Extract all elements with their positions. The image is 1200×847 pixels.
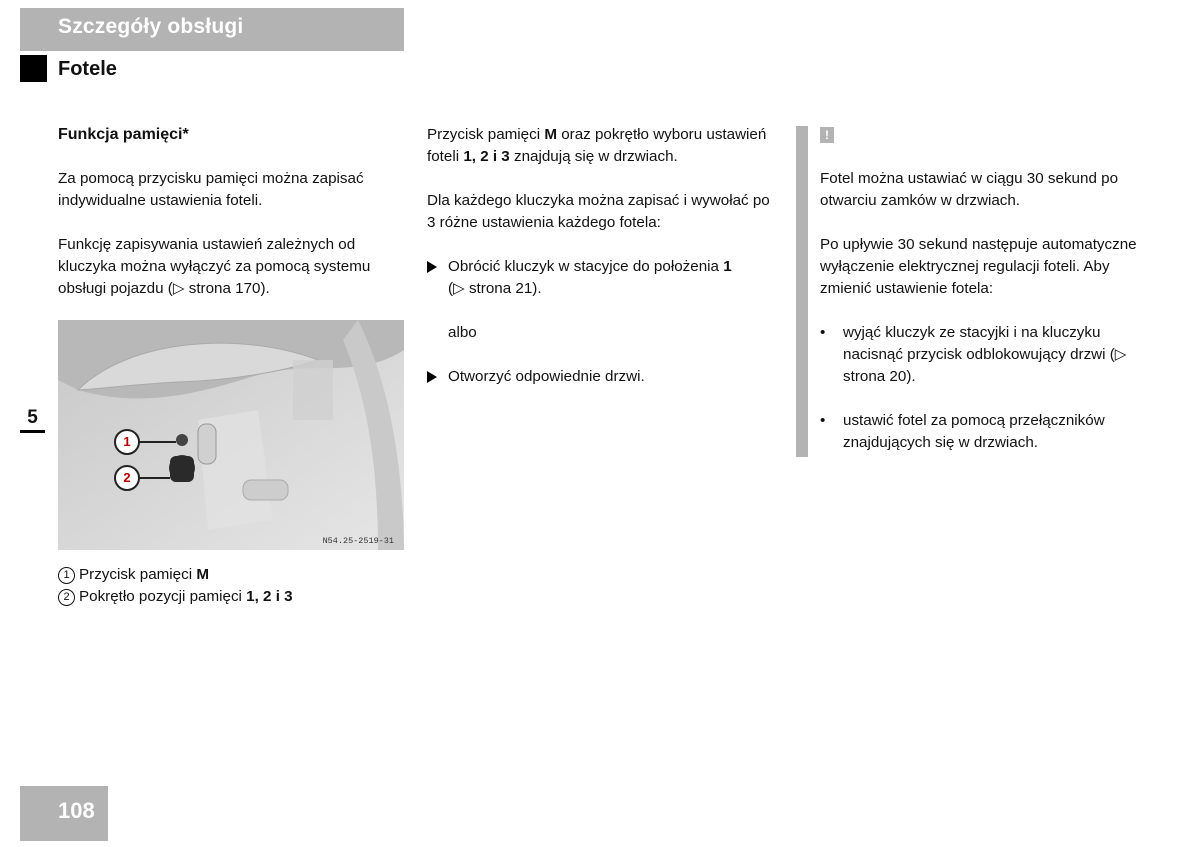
step-2-text: Otworzyć odpowiednie drzwi.: [448, 368, 645, 385]
legend-bold-1: M: [196, 566, 209, 583]
step-1-ref: (▷ strona 21).: [448, 280, 542, 297]
step-item-1: [427, 256, 775, 300]
note-bullet-1-text: wyjąć kluczyk ze stacyjki i na kluczyku nacisnąć przycisk odblokowujący drzwi (▷ strona 20).: [843, 324, 1127, 385]
section-title: Fotele: [58, 58, 117, 80]
column-2: [427, 124, 775, 388]
door-panel-illustration: [58, 320, 404, 550]
legend-text-2: Pokrętło pozycji pamięci: [79, 588, 242, 605]
chapter-tab: 5: [27, 407, 38, 428]
step-1-text: Obrócić kluczyk w stacyjce do położenia: [448, 258, 724, 275]
header-bar: [20, 8, 404, 51]
paragraph-key-setting: Funkcję zapisywania ustawień zależnych od kluczyka można wyłączyć za pomocą systemu obsługi pojazdu (▷ strona 170).: [58, 236, 371, 297]
bold-segment: M: [544, 126, 557, 143]
text-segment: znajdują się w drzwiach.: [509, 148, 678, 165]
legend-text-1: Przycisk pamięci: [79, 566, 193, 583]
paragraph-per-key: Dla każdego kluczyka można zapisać i wywołać po 3 różne ustawienia każdego fotela:: [427, 192, 770, 231]
column-1: [58, 124, 406, 300]
callout-1: 1: [114, 429, 140, 455]
page-number: 108: [58, 798, 95, 823]
step-item-2: [427, 366, 775, 388]
text-segment: oraz pokrętło wyboru ustawień foteli: [427, 126, 767, 165]
door-panel-figure: [58, 320, 404, 550]
arrow-bullet-icon: [427, 371, 437, 383]
note-side-bar: [796, 126, 808, 457]
chapter-underline: [20, 430, 45, 433]
bold-segment: 1, 2 i 3: [463, 148, 510, 165]
callout-2: 2: [114, 465, 140, 491]
legend-number-2: 2: [58, 589, 75, 606]
figure-legend: [58, 564, 406, 608]
subhead-memory-function: Funkcja pamięci*: [58, 126, 189, 143]
arrow-bullet-icon: [427, 261, 437, 273]
note-bullet-2-text: ustawić fotel za pomocą przełączników znajdujących się w drzwiach.: [843, 412, 1105, 451]
dot-bullet-icon: •: [820, 324, 826, 341]
step-1-bold: 1: [723, 258, 732, 275]
legend-number-1: 1: [58, 567, 75, 584]
note-bullet-2: [820, 410, 1150, 454]
note-column: [820, 168, 1150, 454]
legend-item-2: [58, 586, 406, 608]
legend-bold-2: 1, 2 i 3: [246, 588, 293, 605]
figure-code: N54.25-2519-31: [322, 536, 394, 546]
note-paragraph-1: Fotel można ustawiać w ciągu 30 sekund po otwarciu zamków w drzwiach.: [820, 170, 1119, 209]
paragraph-intro: Za pomocą przycisku pamięci można zapisać indywidualne ustawienia foteli.: [58, 170, 364, 209]
legend-item-1: [58, 564, 406, 586]
albo-text: albo: [448, 324, 477, 341]
dot-bullet-icon: •: [820, 412, 826, 429]
header-title: Szczegóły obsługi: [58, 15, 244, 38]
note-bullet-1: [820, 322, 1150, 388]
paragraph-buttons-location: [427, 124, 775, 168]
page-number-box: [20, 786, 108, 841]
note-paragraph-2: Po upływie 30 sekund następuje automatyczne wyłączenie elektrycznej regulacji foteli. Aby zmienić ustawienie fotela:: [820, 236, 1137, 297]
section-marker: [20, 55, 47, 82]
exclamation-icon: !: [820, 127, 834, 143]
text-segment: Przycisk pamięci: [427, 126, 545, 143]
